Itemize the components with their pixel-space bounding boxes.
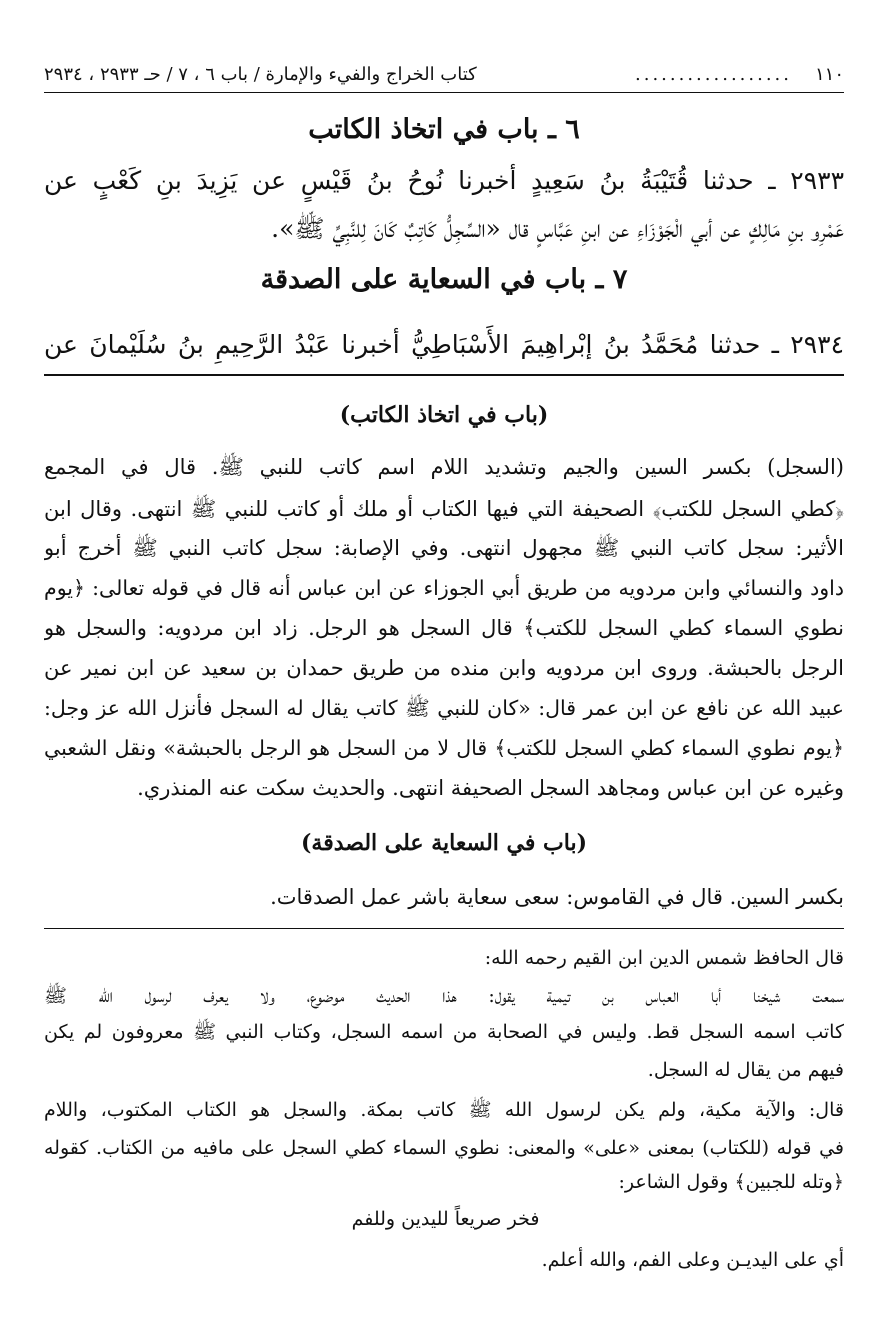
commentary-heading-1: (باب في اتخاذ الكاتب)	[339, 402, 549, 428]
hadith-2934-line-1: ٢٩٣٤ ـ حدثنا مُحَمَّدُ بنُ إبْراهِيمَ الأَسْبَاطِيُّ أخبرنا عَبْدُ الرَّحِيمِ بنُ سُلَيْمانَ عن	[44, 330, 844, 359]
commentary-line: عبيد الله عن نافع عن ابن عمر قال: «كان للنبي ﷺ كاتب يقال له السجل فأنزل الله عز وجل:	[44, 696, 844, 720]
hadith-2933-line-1: ٢٩٣٣ ـ حدثنا قُتَيْبَةُ بنُ سَعِيدٍ أخبرنا نُوحُ بنُ قَيْسٍ عن يَزِيدَ بنِ كَعْبٍ عن	[44, 166, 844, 195]
commentary-line: الرجل بالحبشة. وروى ابن مردويه وابن منده من طريق حمدان بن سعيد عن ابن نمير عن	[44, 656, 844, 680]
closing-line: أي على اليديـن وعلى الفم، والله أعلم.	[541, 1249, 844, 1271]
ibn-qayyim-line: فيهم من يقال له السجل.	[647, 1059, 844, 1081]
commentary-heading-2: (باب في السعاية على الصدقة)	[300, 830, 588, 856]
ibn-qayyim-line: ﴿وتله للجبين﴾ وقول الشاعر:	[618, 1171, 844, 1193]
ibn-qayyim-line: في قوله (للكتاب) بمعنى «على» والمعنى: نطوي السماء كطي السجل على مافيه من الكتاب. كقوله	[44, 1137, 844, 1159]
chapter-6-title: ٦ ـ باب في اتخاذ الكاتب	[308, 114, 580, 145]
ibn-qayyim-line: قال: والآية مكية، ولم يكن لرسول الله ﷺ كاتب بمكة. والسجل هو الكتاب المكتوب، واللام	[44, 1099, 844, 1121]
running-header	[44, 62, 844, 88]
poetry-verse: فخر صريعاً لليدين وللفم	[351, 1208, 540, 1230]
section-divider-2	[44, 928, 844, 929]
commentary-line: وغيره عن ابن عباس ومجاهد السجل الصحيفة انتهى. والحديث سكت عنه المنذري.	[137, 776, 844, 800]
commentary-line: نطوي السماء كطي السجل للكتب﴾ قال السجل هو الرجل. زاد ابن مردويه: والسجل هو	[44, 616, 844, 640]
section-divider-1	[44, 374, 844, 376]
chapter-7-title: ٧ ـ باب في السعاية على الصدقة	[260, 264, 628, 295]
commentary-line: بكسر السين. قال في القاموس: سعى سعاية باشر عمل الصدقات.	[270, 885, 844, 909]
page-number: ١١٠	[814, 64, 844, 85]
hadith-2933-line-2: عَمْرِو بنِ مَالِكٍ عن أبي الْجَوْزَاءِ عن ابنِ عَبَّاسٍ قال «السِّجِلُّ كَاتِبٌ كَانَ لِلنَّبِيِّ ﷺ».	[271, 214, 844, 243]
commentary-line: ﴿كطي السجل للكتب﴾ الصحيفة التي فيها الكتاب أو ملك أو كاتب للنبي ﷺ انتهى. وقال ابن	[44, 497, 844, 521]
ibn-qayyim-line: سمعت شيخنا أبا العباس بن تيمية يقول: هذا الحديث موضوع، ولا يعرف لرسول الله ﷺ	[44, 985, 844, 1007]
commentary-line: داود والنسائي وابن مردويه من طريق أبي الجوزاء عن ابن عباس أنه قال في قوله تعالى: ﴿يوم	[44, 576, 844, 600]
ibn-qayyim-line: كاتب اسمه السجل قط. وليس في الصحابة من اسمه السجل، وكتاب النبي ﷺ معروفون لم يكن	[44, 1021, 844, 1043]
header-rule	[44, 92, 844, 93]
running-title: كتاب الخراج والفيء والإمارة / باب ٦ ، ٧ / حـ ٢٩٣٣ ، ٢٩٣٤	[44, 64, 477, 85]
header-dot-leader: ..................	[635, 64, 792, 85]
commentary-line: ﴿يوم نطوي السماء كطي السجل للكتب﴾ قال لا من السجل هو الرجل بالحبشة» ونقل الشعبي	[44, 736, 844, 760]
commentary-line: (السجل) بكسر السين والجيم وتشديد اللام اسم كاتب للنبي ﷺ. قال في المجمع	[44, 455, 844, 479]
commentary-line: الأثير: سجل كاتب النبي ﷺ مجهول انتهى. وفي الإصابة: سجل كاتب النبي ﷺ أخرج أبو	[44, 536, 844, 560]
ibn-qayyim-intro: قال الحافظ شمس الدين ابن القيم رحمه الله:	[484, 947, 844, 969]
